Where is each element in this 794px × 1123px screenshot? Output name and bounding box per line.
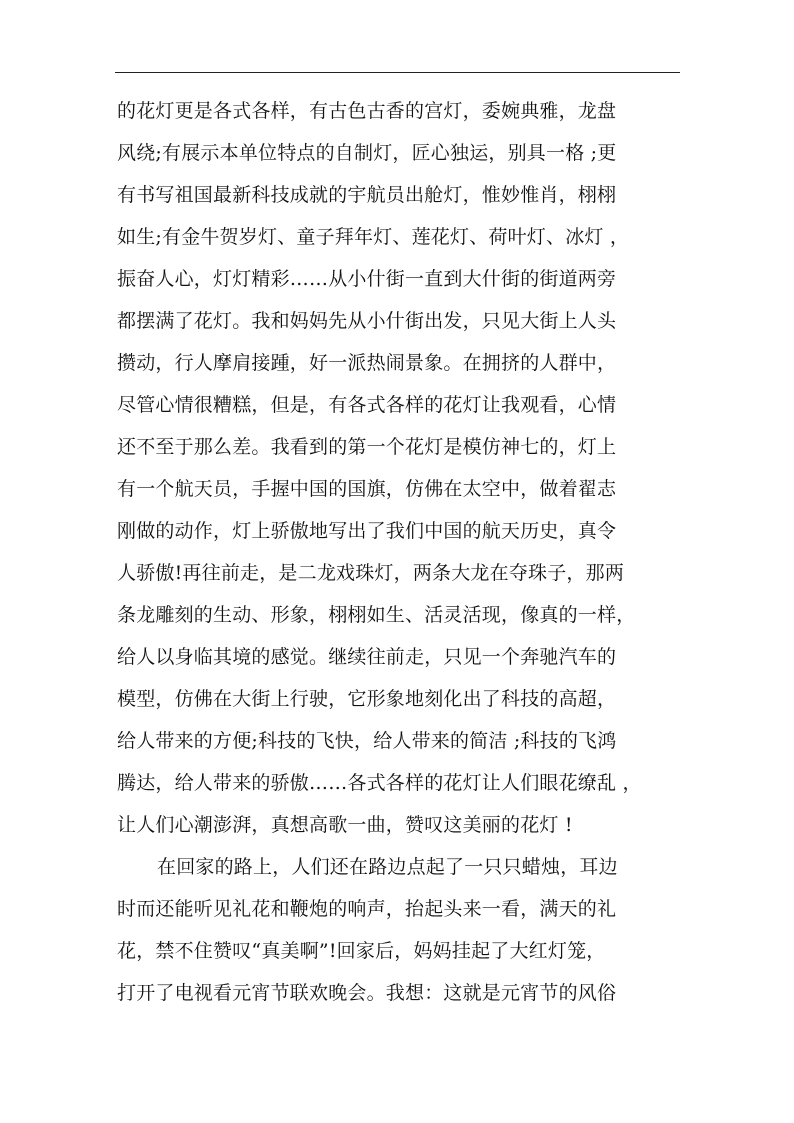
text-line: 有一个航天员，手握中国的国旗，仿佛在太空中，做着翟志 — [117, 478, 617, 500]
text-line: 打开了电视看元宵节联欢晚会。我想：这就是元宵节的风俗 — [117, 982, 617, 1004]
text-line: 攒动，行人摩肩接踵，好一派热闹景象。在拥挤的人群中， — [117, 352, 617, 374]
text-line: 有书写祖国最新科技成就的宇航员出舱灯，惟妙惟肖，栩栩 — [117, 184, 617, 206]
text-line: 振奋人心，灯灯精彩……从小什街一直到大什街的街道两旁 — [117, 268, 617, 290]
text-line: 人骄傲!再往前走，是二龙戏珠灯，两条大龙在夺珠子，那两 — [117, 562, 625, 584]
body-text — [117, 90, 677, 1014]
text-line: 花，禁不住赞叹“真美啊”!回家后，妈妈挂起了大红灯笼， — [117, 940, 606, 962]
text-line: 尽管心情很糟糕，但是，有各式各样的花灯让我观看，心情 — [117, 394, 617, 416]
text-line: 的花灯更是各式各样，有古色古香的宫灯，委婉典雅，龙盘 — [117, 100, 617, 122]
text-line: 还不至于那么差。我看到的第一个花灯是模仿神七的，灯上 — [117, 436, 617, 458]
text-line: 给人带来的方便;科技的飞快，给人带来的简洁 ;科技的飞鸿 — [117, 730, 617, 752]
paragraph-start-line: 在回家的路上，人们还在路边点起了一只只蜡烛，耳边 — [157, 856, 618, 878]
text-line: 时而还能听见礼花和鞭炮的响声，抬起头来一看，满天的礼 — [117, 898, 617, 920]
text-line: 风绕;有展示本单位特点的自制灯，匠心独运，别具一格 ;更 — [117, 142, 617, 164]
text-line: 如生;有金牛贺岁灯、童子拜年灯、莲花灯、荷叶灯、冰灯 ， — [117, 226, 630, 248]
text-line: 让人们心潮澎湃，真想高歌一曲，赞叹这美丽的花灯 ! — [117, 814, 573, 836]
text-line: 刚做的动作，灯上骄傲地写出了我们中国的航天历史，真令 — [117, 520, 617, 542]
text-line: 模型，仿佛在大街上行驶，它形象地刻化出了科技的高超， — [117, 688, 617, 710]
text-line: 给人以身临其境的感觉。继续往前走，只见一个奔驰汽车的 — [117, 646, 617, 668]
header-rule — [115, 72, 680, 73]
text-line: 腾达，给人带来的骄傲……各式各样的花灯让人们眼花缭乱 ， — [117, 772, 642, 794]
text-line: 条龙雕刻的生动、形象，栩栩如生、活灵活现，像真的一样， — [117, 604, 636, 626]
text-line: 都摆满了花灯。我和妈妈先从小什街出发，只见大街上人头 — [117, 310, 617, 332]
